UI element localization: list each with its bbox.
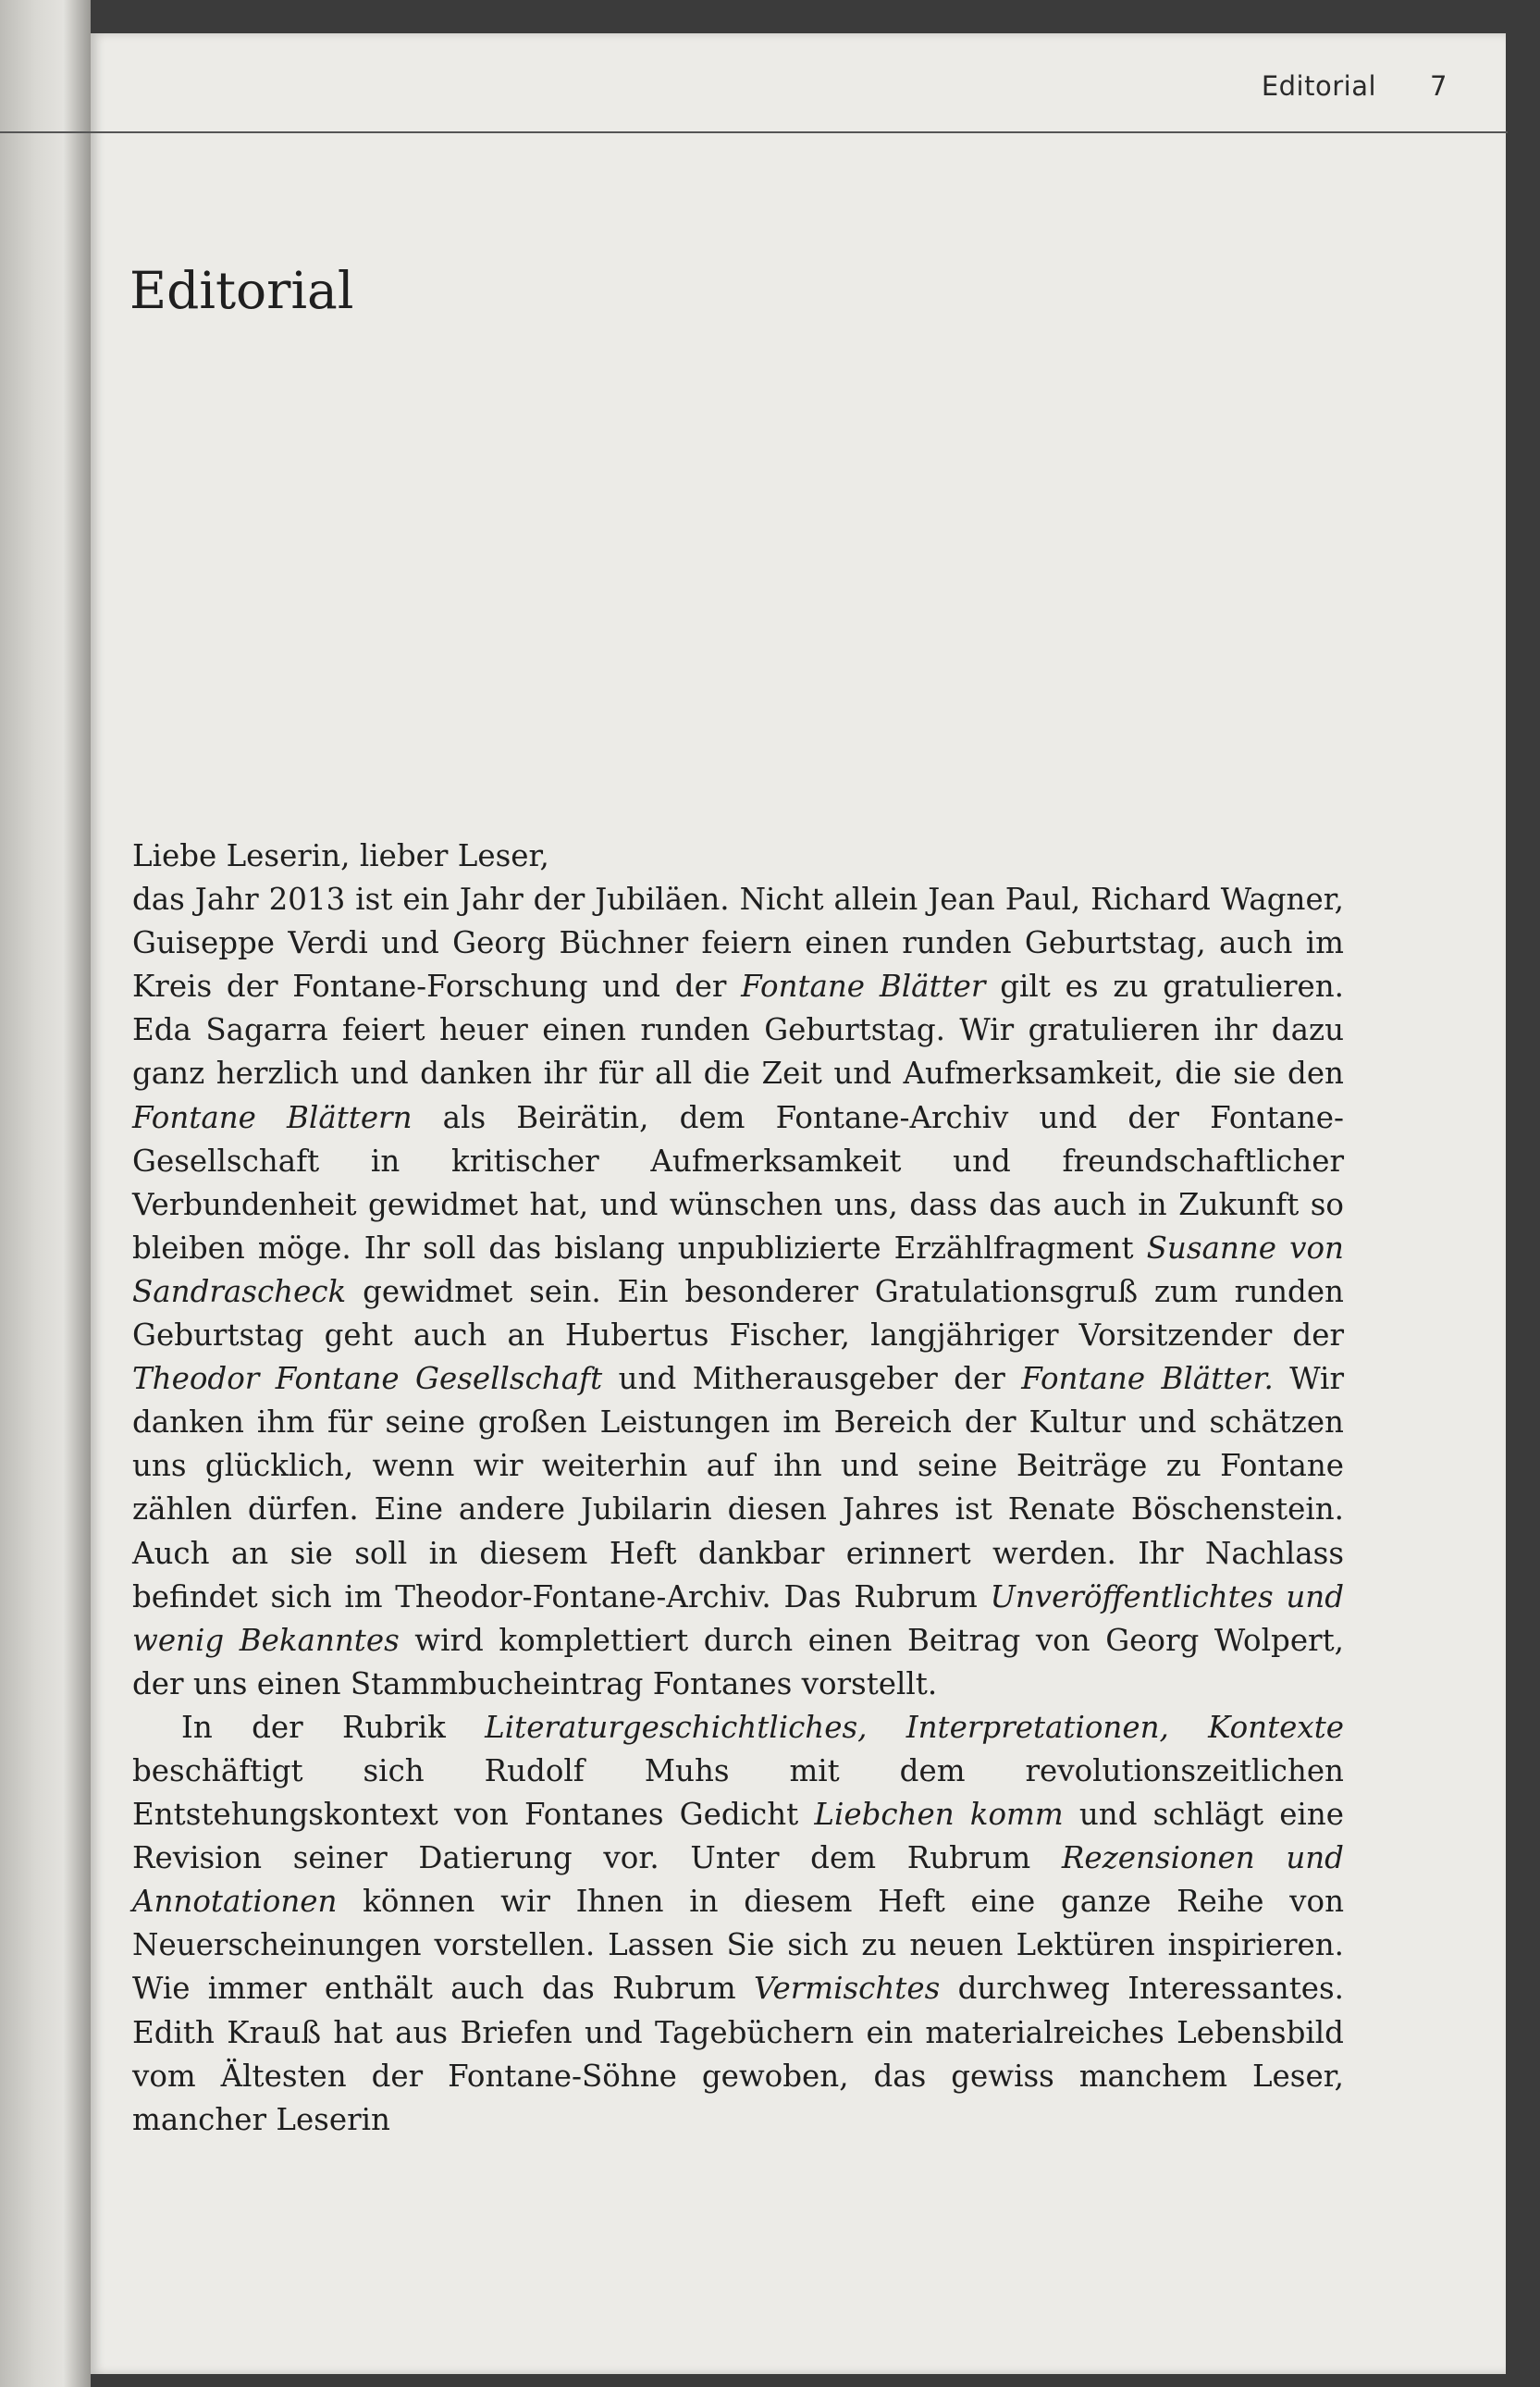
italic-title: Unveröffentlichtes und wenig Bekanntes (132, 1578, 1344, 1658)
page-number: 7 (1430, 70, 1448, 102)
running-head-title: Editorial (1261, 70, 1377, 102)
italic-title: Susanne von Sandrascheck (132, 1230, 1344, 1309)
paragraph-1: das Jahr 2013 ist ein Jahr der Jubiläen. Nicht allein Jean Paul, Richard Wagner, Guiseppe Verdi und Georg Büchner feiern einen runden Geburtstag, auch im Kreis der Fontane-Forschung und der Fontane Blätter gilt es zu gratulieren. Eda Sagarra feiert heuer einen runden Geburtstag. Wir gratulieren ihr dazu ganz herzlich und danken ihr für all die Zeit und Aufmerksamkeit, die sie den Fontane Blättern als Beirätin, dem Fontane-Archiv und der Fontane-Gesellschaft in kritischer Aufmerksamkeit und freundschaftlicher Verbundenheit gewidmet hat, und wünschen uns, dass das auch in Zukunft so bleiben möge. Ihr soll das bislang unpublizierte Erzählfragment Susanne von Sandrascheck gewidmet sein. Ein besonderer Gratulationsgruß zum runden Geburtstag geht auch an Hubertus Fischer, langjähriger Vorsitzender der Theodor Fontane Gesellschaft und Mitherausgeber der Fontane Blätter. Wir danken ihm für seine großen Leistungen im Bereich der Kultur und schätzen uns glücklich, wenn wir weiterhin auf ihn und seine Beiträge zu Fontane zählen dürfen. Eine andere Jubilarin diesen Jahres ist Renate Böschenstein. Auch an sie soll in diesem Heft dankbar erinnert werden. Ihr Nachlass befindet sich im Theodor-Fontane-Archiv. Das Rubrum Unveröffentlichtes und wenig Bekanntes wird komplettiert durch einen Beitrag von Georg Wolpert, der uns einen Stammbucheintrag Fontanes vorstellt. (132, 882, 1344, 1701)
italic-title: Theodor Fontane Gesellschaft (132, 1361, 603, 1397)
header-rule (0, 131, 1508, 133)
italic-title: Fontane Blätter (741, 969, 986, 1005)
paragraph-2: In der Rubrik Literaturgeschichtliches, Interpretationen, Kontexte beschäftigt sich Rudolf Muhs mit dem revolutionszeitlichen Entstehungskontext von Fontanes Gedicht Liebchen komm und schlägt eine Revision seiner Datierung vor. Unter dem Rubrum Rezensionen und Annotationen können wir Ihnen in diesem Heft eine ganze Reihe von Neuerscheinungen vorstellen. Lassen Sie sich zu neuen Lektüren inspirieren. Wie immer enthält auch das Rubrum Vermischtes durchweg Interessantes. Edith Krauß hat aus Briefen und Tagebüchern ein materialreiches Lebensbild vom Ältesten der Fontane-Söhne gewoben, das gewiss manchem Leser, mancher Leserin (132, 1709, 1344, 2137)
running-head (1262, 70, 1448, 102)
adjacent-page-edge (0, 0, 91, 2387)
italic-title: Fontane Blättern (132, 1099, 413, 1135)
body-text (132, 835, 1344, 2142)
page-title: Editorial (129, 261, 354, 320)
italic-title: Literaturgeschichtliches, Interpretationen, Kontexte (485, 1709, 1344, 1745)
italic-title: Vermischtes (754, 1971, 941, 2007)
italic-title: Fontane Blätter. (1021, 1361, 1274, 1397)
salutation: Liebe Leserin, lieber Leser, (132, 838, 549, 873)
italic-title: Liebchen komm (814, 1797, 1064, 1833)
italic-title: Rezensionen und Annotationen (132, 1840, 1344, 1920)
